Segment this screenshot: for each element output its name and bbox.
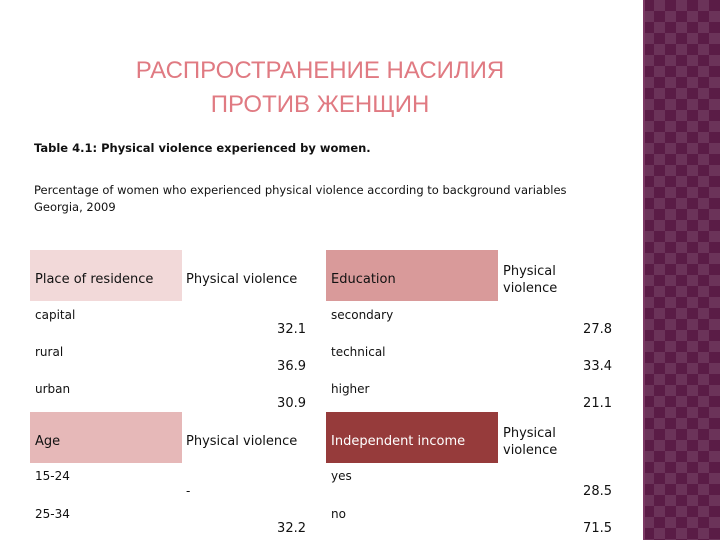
row-no-value: 71.5 <box>583 521 612 536</box>
header-physical-violence-3: Physical violence <box>186 434 298 449</box>
header-age: Age <box>35 434 61 449</box>
row-higher-label: higher <box>331 382 370 396</box>
slide-title-line-2: ПРОТИВ ЖЕНЩИН <box>210 91 430 118</box>
row-secondary-label: secondary <box>331 308 394 322</box>
table-place-year: Georgia, 2009 <box>34 200 116 214</box>
row-15-24-label: 15-24 <box>35 469 70 483</box>
row-15-24-value: - <box>186 484 191 498</box>
row-secondary-value: 27.8 <box>583 322 612 337</box>
row-capital-value: 32.1 <box>277 322 306 337</box>
row-yes-value: 28.5 <box>583 484 612 499</box>
table-title: Table 4.1: Physical violence experienced by women. <box>34 141 371 155</box>
row-higher-value: 21.1 <box>583 396 612 411</box>
row-25-34-value: 32.2 <box>277 521 306 536</box>
row-capital-label: capital <box>35 308 76 322</box>
header-physical-violence-1: Physical violence <box>186 272 298 287</box>
header-independent-income: Independent income <box>331 434 466 449</box>
row-no-label: no <box>331 507 346 521</box>
table-description: Percentage of women who experienced physical violence according to background variables <box>34 183 567 197</box>
row-25-34-label: 25-34 <box>35 507 70 521</box>
row-technical-label: technical <box>331 345 386 359</box>
header-physical-violence-4b: violence <box>503 443 558 458</box>
header-physical-violence-2a: Physical <box>503 264 556 279</box>
row-technical-value: 33.4 <box>583 359 612 374</box>
row-urban-value: 30.9 <box>277 396 306 411</box>
slide-title-line-1: РАСПРОСТРАНЕНИЕ НАСИЛИЯ <box>135 57 505 84</box>
row-yes-label: yes <box>331 469 352 483</box>
row-urban-label: urban <box>35 382 71 396</box>
decorative-sidebar <box>643 0 720 540</box>
header-physical-violence-4a: Physical <box>503 426 556 441</box>
header-place-of-residence: Place of residence <box>35 272 154 287</box>
sidebar-border <box>643 0 645 540</box>
row-rural-value: 36.9 <box>277 359 306 374</box>
header-education: Education <box>331 272 396 287</box>
header-physical-violence-2b: violence <box>503 281 558 296</box>
row-rural-label: rural <box>35 345 64 359</box>
